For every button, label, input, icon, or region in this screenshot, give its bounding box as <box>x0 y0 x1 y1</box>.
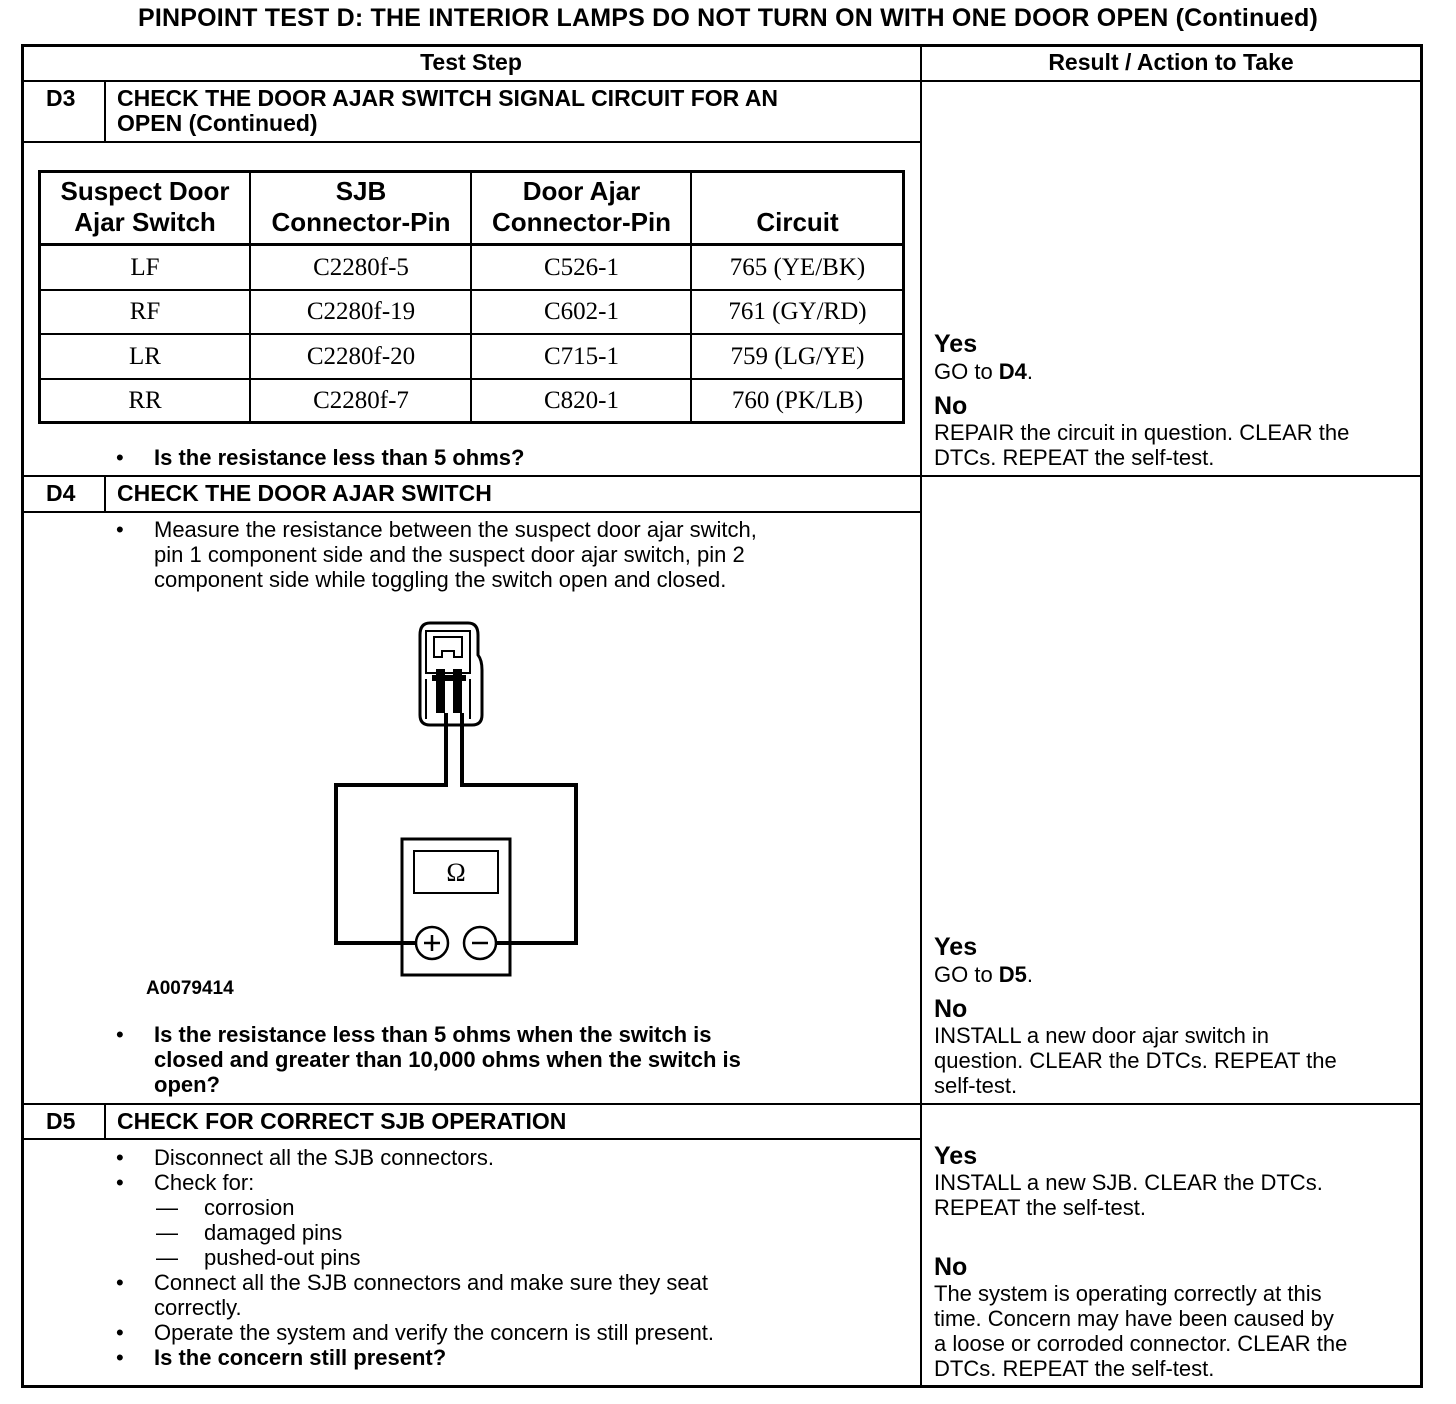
table-cell: LF <box>130 254 160 281</box>
table-cell: C2280f-7 <box>313 387 409 414</box>
d4-no-label: No <box>934 995 968 1023</box>
table-cell: 761 (GY/RD) <box>728 298 867 325</box>
table-cell: RR <box>128 387 162 414</box>
table-cell: 759 (LG/YE) <box>730 343 865 370</box>
bullet-icon: • <box>116 1170 124 1195</box>
d3-step-id: D3 <box>46 85 76 111</box>
d3-title-underline <box>21 141 921 143</box>
bullet-icon: • <box>116 1022 124 1047</box>
d4-question: Is the resistance less than 5 ohms when the switch is closed and greater than 10,000 ohms when the switch is open? <box>154 1022 741 1097</box>
d3-yes-target: D4 <box>998 359 1027 384</box>
header-divider <box>21 80 1423 82</box>
d3-question: Is the resistance less than 5 ohms? <box>154 445 525 470</box>
d3-title <box>117 86 778 136</box>
table-cell: C602-1 <box>544 298 619 325</box>
bullet-icon: • <box>116 1345 124 1370</box>
d5-step-disconnect: Disconnect all the SJB connectors. <box>154 1145 494 1170</box>
d5-question: Is the concern still present? <box>154 1345 447 1370</box>
d3-no-action: REPAIR the circuit in question. CLEAR the DTCs. REPEAT the self-test. <box>934 420 1350 470</box>
d5-step-connect: Connect all the SJB connectors and make sure they seat correctly. <box>154 1270 708 1320</box>
table-border-left <box>21 44 24 1388</box>
table-cell: C820-1 <box>544 387 619 414</box>
bullet-icon: • <box>116 517 124 542</box>
d5-yes-action: INSTALL a new SJB. CLEAR the DTCs. REPEAT the self-test. <box>934 1170 1323 1220</box>
bullet-icon: • <box>116 1320 124 1345</box>
bullet-icon: • <box>116 445 124 470</box>
figure-id: A0079414 <box>146 978 234 999</box>
d3-yes-action: GO to D4. <box>934 359 1034 384</box>
bullet-icon: • <box>116 1145 124 1170</box>
header-result: Result / Action to Take <box>1048 49 1294 75</box>
meter-symbol: Ω <box>446 858 466 887</box>
d4-step-id: D4 <box>46 480 76 506</box>
table-cell: C2280f-20 <box>306 343 416 370</box>
d5-title-underline <box>21 1138 921 1140</box>
column-divider <box>920 44 922 1388</box>
dash-icon: — <box>156 1195 178 1220</box>
dash-icon: — <box>156 1245 178 1270</box>
table-border-top <box>21 44 1423 47</box>
ohmmeter-icon <box>400 839 512 975</box>
d3-id-divider <box>104 81 106 143</box>
d5-yes-label: Yes <box>934 1142 978 1170</box>
pin-table-header-door-ajar: Door Ajar Connector-Pin <box>491 176 672 237</box>
pin-table-header-switch: Suspect Door Ajar Switch <box>60 176 230 237</box>
d4-title: CHECK THE DOOR AJAR SWITCH <box>117 480 492 506</box>
d5-id-divider <box>104 1104 106 1140</box>
d4-title-underline <box>21 511 921 513</box>
d3-yes-label: Yes <box>934 330 978 358</box>
pin-table-header-circuit: Circuit <box>756 207 839 237</box>
table-border-bottom <box>21 1385 1423 1388</box>
table-cell: C526-1 <box>544 254 619 281</box>
table-cell: C715-1 <box>544 343 619 370</box>
d5-step-check-for: Check for: <box>154 1170 255 1195</box>
d4-instruction: Measure the resistance between the suspect door ajar switch, pin 1 component side and the suspect door ajar switch, pin 2 component side while toggling the switch open and closed. <box>154 517 757 592</box>
table-cell: RF <box>129 298 161 325</box>
ohmmeter-diagram <box>320 615 620 985</box>
d5-no-action: The system is operating correctly at this time. Concern may have been caused by a loose or corroded connector. CLEAR the DTCs. REPEAT the self-test. <box>934 1281 1348 1381</box>
header-test-step: Test Step <box>420 49 522 75</box>
d4-id-divider <box>104 476 106 513</box>
d3-title-line2: OPEN (Continued) <box>117 110 318 136</box>
page-title: PINPOINT TEST D: THE INTERIOR LAMPS DO NOT TURN ON WITH ONE DOOR OPEN (Continued) <box>137 4 1319 32</box>
dash-icon: — <box>156 1220 178 1245</box>
d3-no-label: No <box>934 392 968 420</box>
bullet-icon: • <box>116 1270 124 1295</box>
table-border-right <box>1420 44 1423 1388</box>
d5-sub-item: damaged pins <box>204 1220 343 1245</box>
connector-icon <box>420 623 482 725</box>
pin-table-header-sjb: SJB Connector-Pin <box>271 176 451 237</box>
d5-title: CHECK FOR CORRECT SJB OPERATION <box>117 1108 567 1134</box>
table-cell: 765 (YE/BK) <box>729 254 866 281</box>
table-cell: LR <box>129 343 161 370</box>
table-cell: 760 (PK/LB) <box>731 387 864 414</box>
d5-sub-item: pushed-out pins <box>204 1245 361 1270</box>
d5-sub-item: corrosion <box>204 1195 295 1220</box>
d4-yes-action: GO to D5. <box>934 962 1034 987</box>
table-cell: C2280f-19 <box>306 298 416 325</box>
d4-top-line <box>21 475 1423 477</box>
d4-yes-label: Yes <box>934 933 978 961</box>
d5-step-operate: Operate the system and verify the concern is still present. <box>154 1320 715 1345</box>
d4-yes-target: D5 <box>998 962 1027 987</box>
d5-no-label: No <box>934 1253 968 1281</box>
d5-step-id: D5 <box>46 1108 76 1134</box>
d3-title-line1: CHECK THE DOOR AJAR SWITCH SIGNAL CIRCUIT FOR AN <box>117 85 779 111</box>
table-cell: C2280f-5 <box>313 254 409 281</box>
d4-no-action: INSTALL a new door ajar switch in question. CLEAR the DTCs. REPEAT the self-test. <box>934 1023 1337 1098</box>
d5-top-line <box>21 1103 1423 1105</box>
